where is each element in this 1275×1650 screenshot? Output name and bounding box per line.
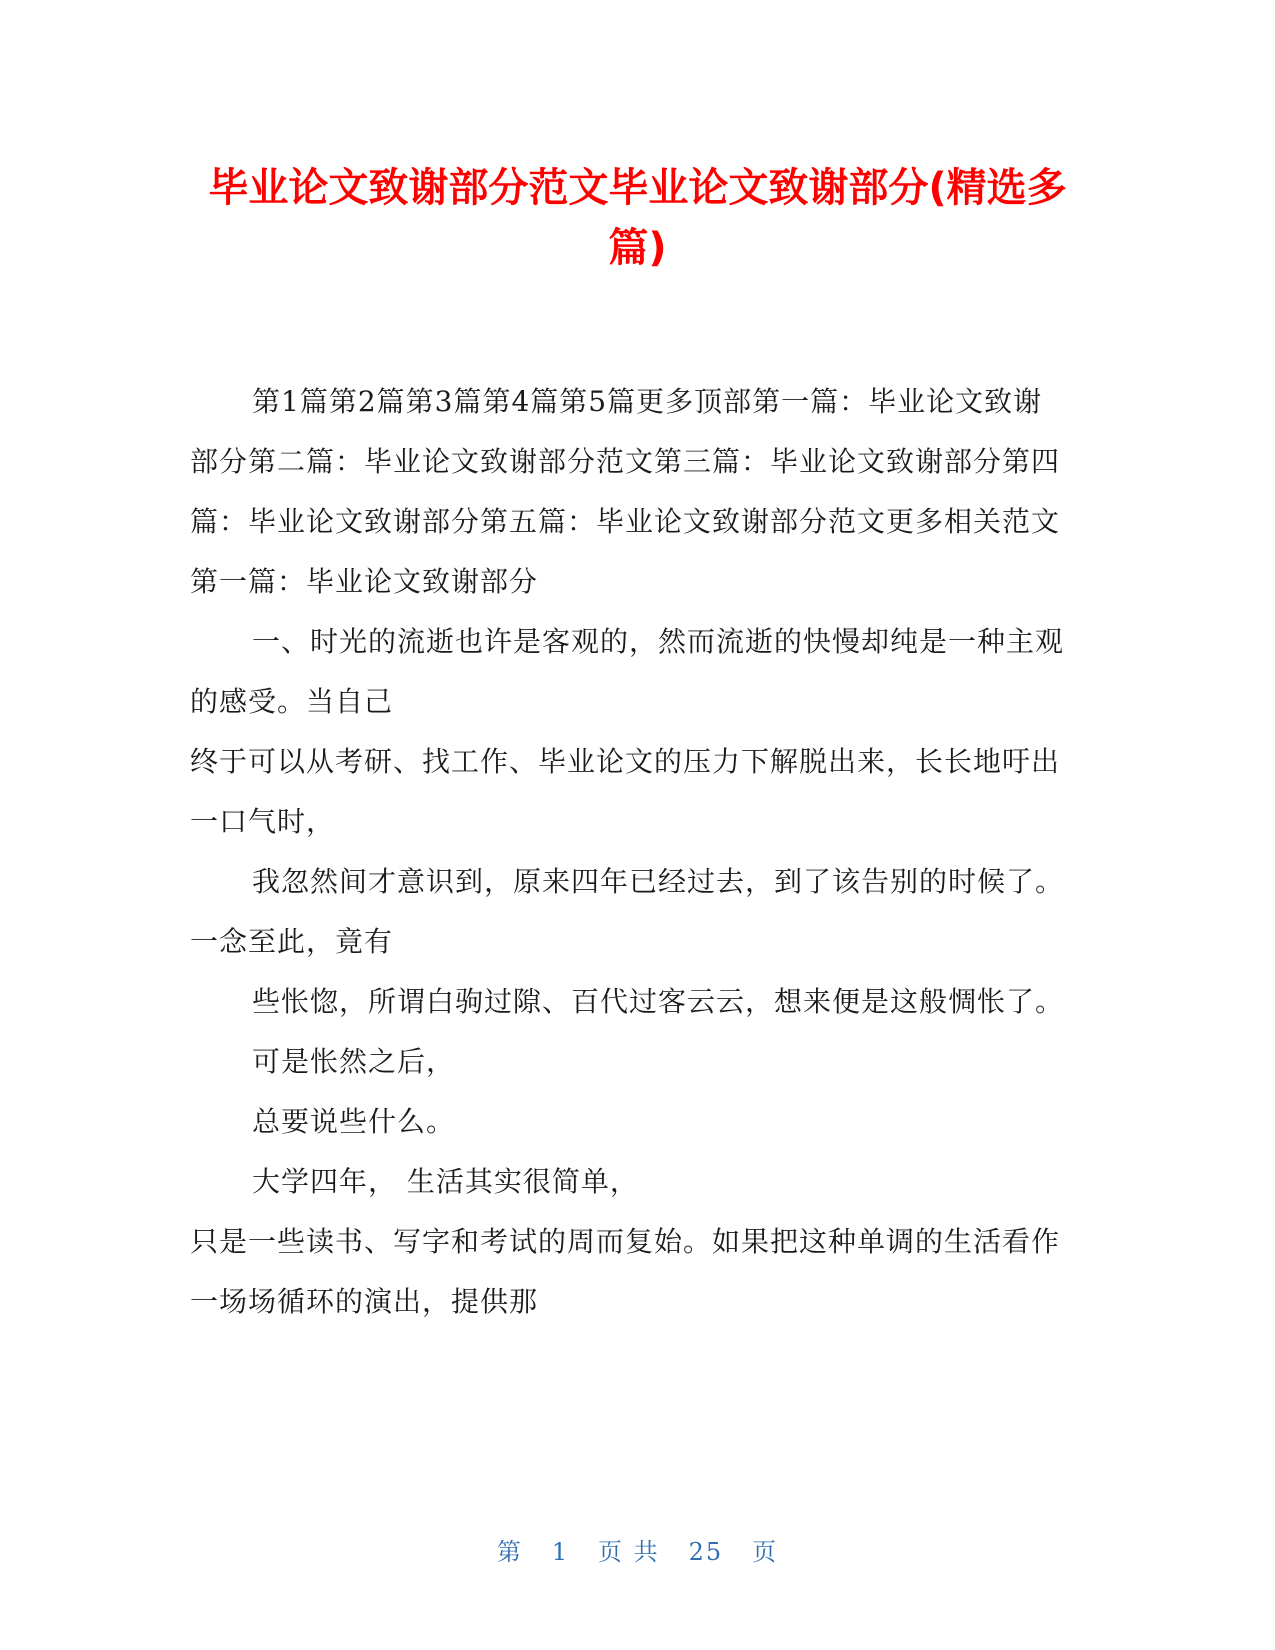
paragraph: 终于可以从考研、找工作、毕业论文的压力下解脱出来，长长地吁出一口气时， [190, 745, 1061, 838]
total-pages-number: 25 [688, 1538, 724, 1566]
paragraph: 些怅惚，所谓白驹过隙、百代过客云云，想来便是这般惆怅了。 [252, 985, 1065, 1018]
page-label-suffix: 页 [752, 1538, 779, 1566]
page-footer [0, 1532, 1275, 1567]
document-title: 毕业论文致谢部分范文毕业论文致谢部分(精选多篇) [208, 165, 1067, 271]
paragraph: 总要说些什么。 [252, 1105, 456, 1138]
paragraph: 大学四年， 生活其实很简单， [252, 1165, 639, 1198]
page-label-prefix: 第 [496, 1538, 523, 1566]
current-page-number: 1 [551, 1538, 570, 1566]
paragraph: 我忽然间才意识到，原来四年已经过去，到了该告别的时候了。一念至此，竟有 [190, 865, 1065, 958]
paragraph: 第1篇第2篇第3篇第4篇第5篇更多顶部第一篇：毕业论文致谢部分第二篇：毕业论文致谢部分范文第三篇：毕业论文致谢部分第四篇：毕业论文致谢部分第五篇：毕业论文致谢部分范文更多相关范文第一篇：毕业论文致谢部分 [190, 385, 1061, 598]
paragraph: 只是一些读书、写字和考试的周而复始。如果把这种单调的生活看作一场场循环的演出，提供那 [190, 1225, 1061, 1318]
paragraph: 一、时光的流逝也许是客观的，然而流逝的快慢却纯是一种主观的感受。当自己 [190, 625, 1065, 718]
document-body [190, 372, 1070, 1332]
page-label-mid: 页 共 [598, 1538, 660, 1566]
paragraph: 可是怅然之后， [252, 1045, 456, 1078]
